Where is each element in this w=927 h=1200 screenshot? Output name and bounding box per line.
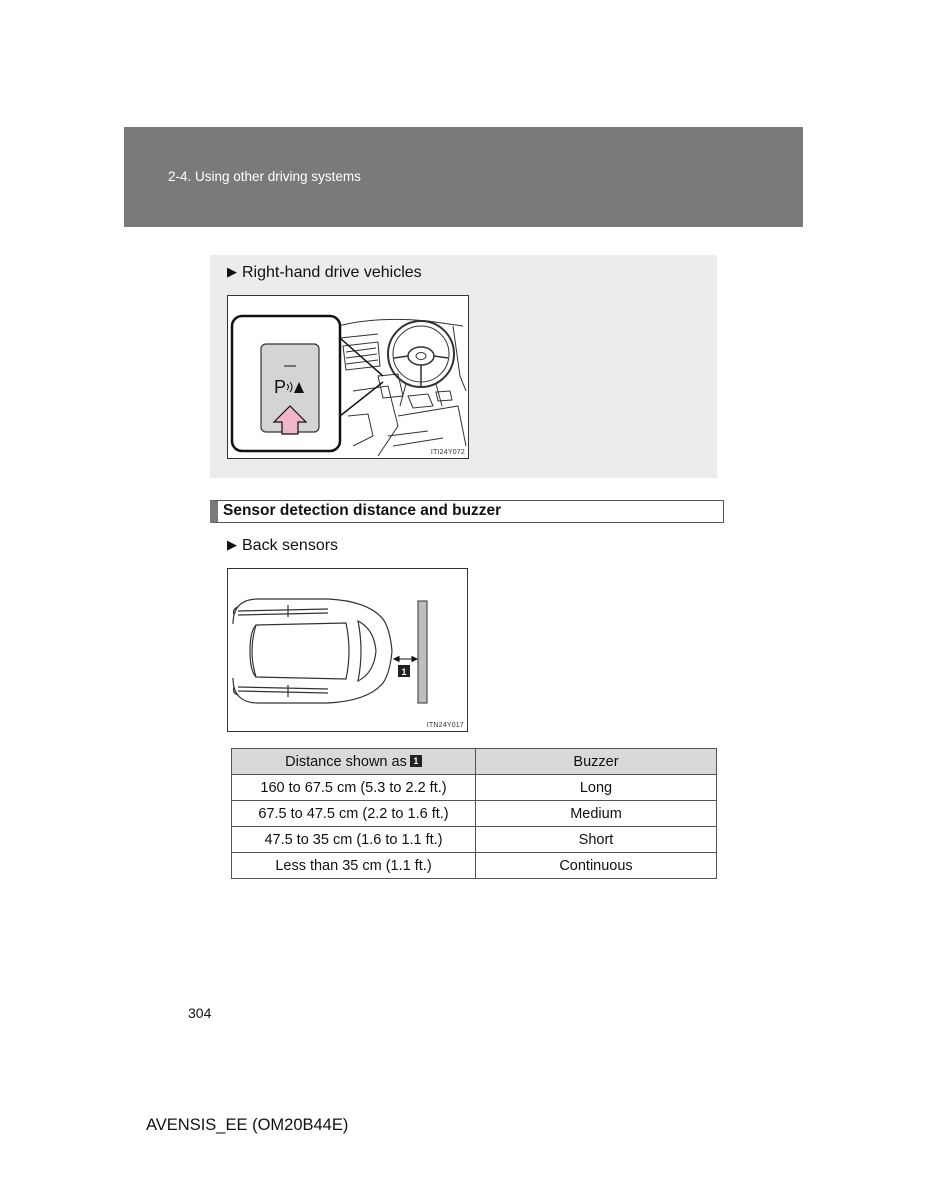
- header-distance-text: Distance shown as: [285, 753, 407, 770]
- table-row: [232, 827, 717, 853]
- distance-cell: 47.5 to 35 cm (1.6 to 1.1 ft.): [232, 827, 476, 853]
- triangle-bullet-icon: ▶: [227, 264, 237, 279]
- section-header-band: [124, 127, 803, 227]
- svg-text:P: P: [274, 377, 287, 397]
- car-top-view-illustration: [228, 569, 467, 731]
- distance-marker: 1: [401, 667, 407, 677]
- buzzer-cell: Medium: [476, 801, 717, 827]
- back-sensors-label: Back sensors: [242, 537, 339, 554]
- header-distance: [232, 749, 476, 775]
- table-row: [232, 853, 717, 879]
- distance-buzzer-table: [231, 748, 717, 879]
- section-heading-text: Sensor detection distance and buzzer: [223, 502, 502, 519]
- back-sensors-illustration: [227, 568, 468, 732]
- buzzer-cell: Continuous: [476, 853, 717, 879]
- buzzer-cell: Long: [476, 775, 717, 801]
- distance-cell: 67.5 to 47.5 cm (2.2 to 1.6 ft.): [232, 801, 476, 827]
- table-row: [232, 775, 717, 801]
- footer-model-code: AVENSIS_EE (OM20B44E): [146, 1116, 349, 1134]
- marker-badge: 1: [410, 755, 422, 767]
- triangle-bullet-icon: ▶: [227, 537, 237, 552]
- table-row: [232, 801, 717, 827]
- rhd-illustration: [227, 295, 469, 459]
- right-hand-drive-panel: [210, 255, 717, 478]
- back-figure-code: ITN24Y017: [426, 722, 464, 729]
- back-label-line: [227, 537, 338, 555]
- section-title: 2-4. Using other driving systems: [168, 169, 361, 184]
- rhd-figure-code: ITI24Y072: [430, 449, 465, 456]
- distance-cell: 160 to 67.5 cm (5.3 to 2.2 ft.): [232, 775, 476, 801]
- rhd-label-line: [227, 264, 422, 282]
- buzzer-cell: Short: [476, 827, 717, 853]
- page-number: 304: [188, 1005, 212, 1021]
- rhd-label: Right-hand drive vehicles: [242, 264, 422, 281]
- distance-cell: Less than 35 cm (1.1 ft.): [232, 853, 476, 879]
- dashboard-illustration: [228, 296, 468, 458]
- table-header-row: [232, 749, 717, 775]
- header-buzzer: Buzzer: [476, 749, 717, 775]
- section-heading: [210, 500, 724, 523]
